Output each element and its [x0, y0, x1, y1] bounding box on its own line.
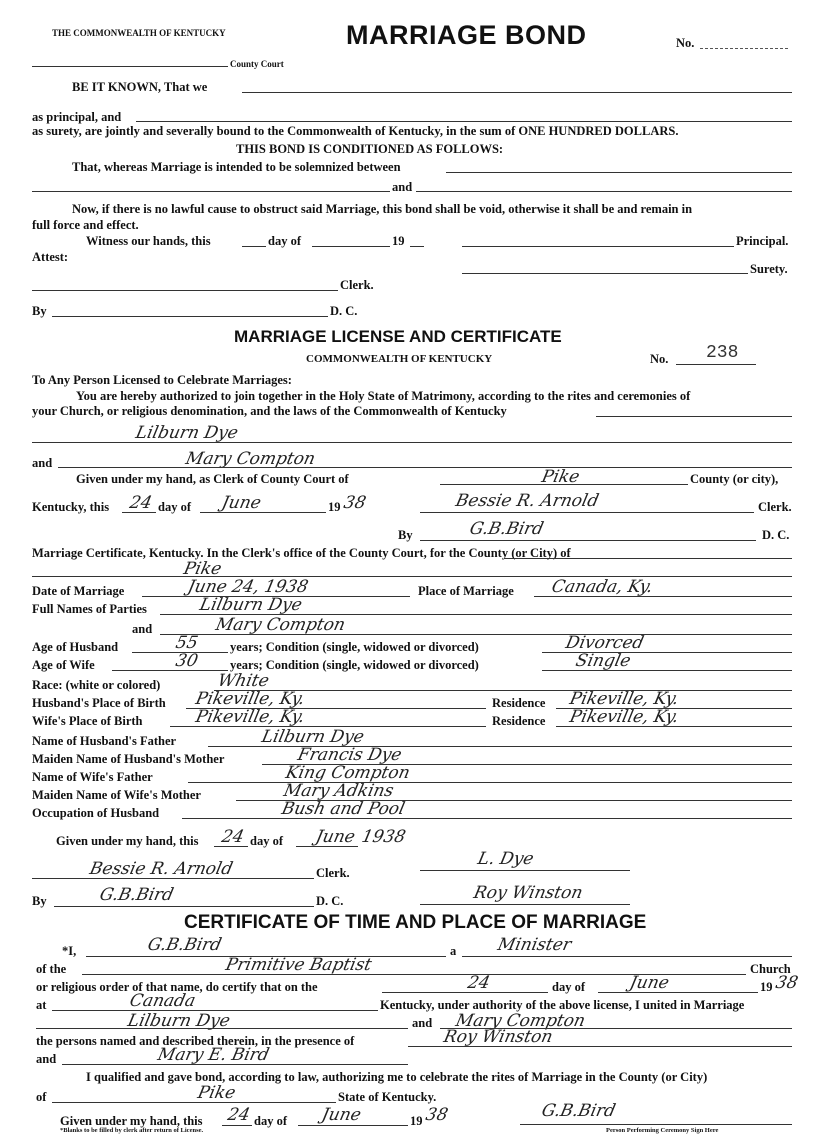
ctp-groom-line [36, 1028, 408, 1029]
certificate-intro-line [504, 558, 792, 559]
husband-years-condition: years; Condition (single, widowed or divorced) [230, 640, 479, 654]
place-of-marriage: Canada, Ky. [549, 577, 655, 597]
as-principal-label: as principal, and [32, 110, 122, 124]
ctp-year-prefix: 19 [760, 980, 773, 994]
ctp-role-line [462, 956, 792, 957]
place-of-marriage-line [534, 596, 792, 597]
party-1: Lilburn Dye [197, 595, 304, 615]
witness-signature: Roy Winston [471, 883, 585, 903]
principal-line [242, 92, 792, 93]
ctp-blanks-note: *Blanks to be filled by clerk after return of License. [60, 1127, 204, 1134]
cert-deputy-signature: G.B.Bird [97, 885, 176, 905]
ctp-person-note: Person Performing Ceremony Sign Here [606, 1127, 719, 1134]
ctp-groom: Lilburn Dye [125, 1011, 232, 1031]
husband-father: Lilburn Dye [259, 727, 366, 747]
ctp-witness-1-line [408, 1046, 792, 1047]
bond-clerk-line [32, 290, 338, 291]
cert-by-label: By [32, 894, 47, 908]
husband-mother-label: Maiden Name of Husband's Mother [32, 752, 225, 766]
ctp-title: CERTIFICATE OF TIME AND PLACE OF MARRIAGE [184, 912, 647, 933]
husband-birth: Pikeville, Ky. [193, 689, 307, 709]
occupation-label: Occupation of Husband [32, 806, 160, 820]
wife-years-condition: years; Condition (single, widowed or divorced) [230, 658, 479, 672]
wife-father: King Compton [283, 763, 412, 783]
ctp-given: Given under my hand, this [60, 1114, 203, 1128]
given-under-clerk: Given under my hand, as Clerk of County Court of [76, 472, 349, 486]
bond-no-label: No. [676, 36, 695, 50]
wife-age: 30 [173, 651, 200, 671]
as-surety-text: as surety, are jointly and severally bound to the Commonwealth of Kentucky, in the sum of ONE HUNDRED DOLLARS. [32, 124, 679, 138]
cert-given-day-of: day of [250, 834, 283, 848]
license-clerk-line [420, 512, 754, 513]
now-if-text: Now, if there is no lawful cause to obstruct said Marriage, this bond shall be void, otherwise it shall be and remain in [72, 202, 693, 216]
witness-year-line [410, 246, 424, 247]
principal-sign-line [462, 246, 734, 247]
license-by-label: By [398, 528, 413, 542]
wife-father-label: Name of Wife's Father [32, 770, 153, 784]
ctp-signature-line [520, 1124, 792, 1125]
ctp-officiant: G.B.Bird [145, 935, 224, 955]
ctp-a: a [450, 944, 457, 958]
husband-mother: Francis Dye [295, 745, 404, 765]
license-deputy-signature: G.B.Bird [467, 519, 546, 539]
wife-birth-label: Wife's Place of Birth [32, 714, 143, 728]
witness-month-line [312, 246, 390, 247]
bride-line [58, 467, 792, 468]
party-b-line [416, 191, 792, 192]
witness-day-of: day of [268, 234, 301, 248]
license-county: Pike [539, 467, 582, 487]
wife-condition-line [542, 670, 792, 671]
whereas-text: That, whereas Marriage is intended to be solemnized between [72, 160, 401, 174]
ctp-kentucky-authority: Kentucky, under authority of the above license, I united in Marriage [380, 998, 745, 1012]
party-2: Mary Compton [213, 615, 348, 635]
to-any-person: To Any Person Licensed to Celebrate Marriages: [32, 373, 292, 387]
cert-given-label: Given under my hand, this [56, 834, 199, 848]
license-title: MARRIAGE LICENSE AND CERTIFICATE [234, 327, 562, 346]
ctp-given-day-of: day of [254, 1114, 287, 1128]
bond-and: and [392, 180, 413, 194]
bond-conditioned: THIS BOND IS CONDITIONED AS FOLLOWS: [236, 142, 504, 156]
occupation-line [182, 818, 792, 819]
cert-clerk-signature: Bessie R. Arnold [87, 859, 235, 879]
date-of-marriage: June 24, 1938 [185, 577, 311, 597]
race-label: Race: (white or colored) [32, 678, 161, 692]
county-court-label: County Court [230, 59, 284, 69]
ctp-given-day: 24 [225, 1105, 252, 1125]
license-no-label: No. [650, 352, 669, 366]
license-month-line [200, 512, 326, 513]
license-year-suffix: 38 [341, 493, 368, 513]
husband-residence: Pikeville, Ky. [567, 689, 681, 709]
county-court-line [32, 66, 228, 67]
license-number: 238 [706, 343, 739, 363]
party-a-line [32, 191, 390, 192]
ctp-qualified: I qualified and gave bond, according to law, authorizing me to celebrate the rites of Marriage in the County (or City) [86, 1070, 708, 1084]
cert-given-month-line [296, 846, 358, 847]
ctp-witness-2: Mary E. Bird [155, 1045, 271, 1065]
ctp-role: Minister [495, 935, 574, 955]
surety-sign-line [462, 273, 748, 274]
cert-given-month: June [313, 827, 357, 847]
ctp-witness-1: Roy Winston [441, 1027, 555, 1047]
ctp-day-line [382, 992, 548, 993]
ctp-state: State of Kentucky. [338, 1090, 437, 1104]
license-subtitle: COMMONWEALTH OF KENTUCKY [306, 353, 493, 365]
license-clerk-label: Clerk. [758, 500, 792, 514]
full-names-label: Full Names of Parties [32, 602, 147, 616]
license-year-prefix: 19 [328, 500, 341, 514]
attest-label: Attest: [32, 250, 69, 264]
ctp-year-suffix: 38 [773, 973, 800, 993]
ctp-given-year-suffix: 38 [423, 1105, 450, 1125]
ctp-given-year-prefix: 19 [410, 1114, 423, 1128]
cert-given-day: 24 [219, 827, 246, 847]
wife-mother-label: Maiden Name of Wife's Mother [32, 788, 201, 802]
ctp-officiant-signature: G.B.Bird [539, 1101, 618, 1121]
license-deputy-line [420, 540, 756, 541]
ctp-of-the: of the [36, 962, 67, 976]
ctp-given-month: June [319, 1105, 363, 1125]
ctp-at: at [36, 998, 47, 1012]
be-it-known: BE IT KNOWN, That we [72, 80, 208, 94]
ctp-month: June [627, 973, 671, 993]
license-county-line [440, 484, 688, 485]
bond-dc-label: D. C. [330, 304, 358, 318]
bond-by-label: By [32, 304, 47, 318]
ctp-witness-2-line [62, 1064, 408, 1065]
full-force-text: full force and effect. [32, 218, 139, 232]
certificate-county: Pike [181, 559, 224, 579]
license-groom: Lilburn Dye [133, 423, 240, 443]
bond-by-line [52, 316, 328, 317]
ctp-of: of [36, 1090, 47, 1104]
ctp-given-day-line [222, 1125, 252, 1126]
wife-birth: Pikeville, Ky. [193, 707, 307, 727]
ctp-county-line [52, 1102, 336, 1103]
ctp-presence: the persons named and described therein, in the presence of [36, 1034, 355, 1048]
ctp-religious-order: or religious order of that name, do certify that on the [36, 980, 318, 994]
certificate-county-line [32, 576, 792, 577]
principal-label: Principal. [736, 234, 789, 248]
husband-father-line [208, 746, 792, 747]
party-2-line [160, 634, 792, 635]
witness-day-line [242, 246, 266, 247]
husband-birth-label: Husband's Place of Birth [32, 696, 166, 710]
place-of-marriage-label: Place of Marriage [418, 584, 514, 598]
ctp-star-i: *I, [62, 944, 77, 958]
parties-and: and [132, 622, 153, 636]
bond-no-line [700, 48, 788, 49]
bond-title: MARRIAGE BOND [346, 20, 587, 50]
husband-father-label: Name of Husband's Father [32, 734, 177, 748]
date-of-marriage-label: Date of Marriage [32, 584, 125, 598]
wife-residence-label: Residence [492, 714, 546, 728]
husband-age: 55 [173, 633, 200, 653]
ctp-church-label: Church [750, 962, 791, 976]
cert-clerk-line [32, 878, 314, 879]
wife-age-line [112, 670, 228, 671]
ctp-place: Canada [127, 991, 198, 1011]
license-clerk-signature: Bessie R. Arnold [453, 491, 601, 511]
authorized-text-1: You are hereby authorized to join together in the Holy State of Matrimony, according to the rites and ceremonies of [76, 389, 691, 403]
husband-residence-label: Residence [492, 696, 546, 710]
age-wife-label: Age of Wife [32, 658, 95, 672]
ctp-month-line [598, 992, 758, 993]
license-dc-label: D. C. [762, 528, 790, 542]
commonwealth-header: THE COMMONWEALTH OF KENTUCKY [52, 28, 226, 38]
license-bride: Mary Compton [183, 449, 318, 469]
surety-label: Surety. [750, 262, 788, 276]
cert-clerk-label: Clerk. [316, 866, 350, 880]
wife-mother: Mary Adkins [281, 781, 396, 801]
cert-deputy-line [54, 906, 314, 907]
ctp-county: Pike [195, 1083, 238, 1103]
age-husband-label: Age of Husband [32, 640, 119, 654]
whereas-line [446, 172, 792, 173]
license-month: June [219, 493, 263, 513]
bond-clerk-label: Clerk. [340, 278, 374, 292]
witness-year-prefix: 19 [392, 234, 405, 248]
occupation: Bush and Pool [279, 799, 407, 819]
cert-dc-label: D. C. [316, 894, 344, 908]
ctp-and: and [412, 1016, 433, 1030]
party-signature-line [420, 870, 630, 871]
surety-name-line [136, 121, 792, 122]
wife-residence: Pikeville, Ky. [567, 707, 681, 727]
ctp-day: 24 [465, 973, 492, 993]
husband-condition: Divorced [563, 633, 646, 653]
cert-given-day-line [214, 846, 248, 847]
wife-residence-line [556, 726, 792, 727]
county-or-city: County (or city), [690, 472, 779, 486]
witness-text: Witness our hands, this [86, 234, 211, 248]
ctp-church: Primitive Baptist [223, 955, 374, 975]
party-signature: L. Dye [475, 849, 536, 869]
race-value: White [215, 671, 271, 691]
wife-condition: Single [573, 651, 633, 671]
cert-given-year: 1938 [359, 827, 408, 847]
license-and: and [32, 456, 53, 470]
witness-signature-line [420, 904, 630, 905]
license-day-of: day of [158, 500, 191, 514]
ctp-and-2: and [36, 1052, 57, 1066]
license-no-line [676, 364, 756, 365]
license-day: 24 [127, 493, 154, 513]
authorized-text-2: your Church, or religious denomination, and the laws of the Commonwealth of Kentucky [32, 404, 507, 418]
ctp-day-of: day of [552, 980, 585, 994]
groom-line [32, 442, 792, 443]
kentucky-this: Kentucky, this [32, 500, 110, 514]
license-day-line [122, 512, 156, 513]
ctp-given-month-line [298, 1125, 408, 1126]
certificate-intro: Marriage Certificate, Kentucky. In the Clerk's office of the County Court, for the County (or City) of [32, 546, 571, 560]
ctp-bride: Mary Compton [453, 1011, 588, 1031]
wife-father-line [188, 782, 792, 783]
authorized-line [596, 416, 792, 417]
